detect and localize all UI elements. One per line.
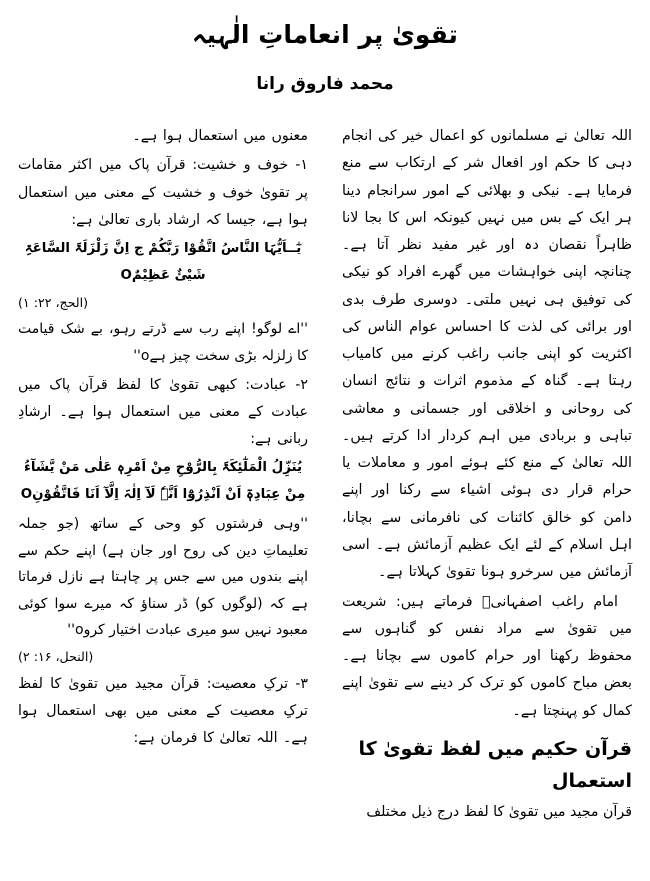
verse-reference: (النحل، ۱۶: ۲) — [18, 648, 94, 664]
paragraph: امام راغب اصفہانیؒ فرماتے ہیں: شریعت میں تقویٰ سے مراد نفس کو گناہوں سے محفوظ رکھنا اور حرام کاموں سے بچانا ہے۔ بعض مباح کاموں کو ترک کر دینے سے تقویٰ اپنے کمال کو پہنچتا ہے۔ — [342, 593, 632, 719]
page-title: تقویٰ پر انعاماتِ الٰہیہ — [192, 20, 458, 49]
verse-translation: ''وہی فرشتوں کو وحی کے ساتھ (جو جملہ تعلیماتِ دین کی روح اور جان ہے) اپنے حکم سے اپنے بندوں میں سے جس پر چاہتا ہے نازل فرماتا ہے کہ (لوگوں کو) ڈر سناؤ کہ میرے سوا کوئی معبود نہیں سو میری عبادت اختیار کروo'' — [18, 515, 308, 639]
paragraph: قرآن مجید میں تقویٰ کا لفظ درج ذیل مختلف — [366, 804, 632, 821]
column-right — [342, 123, 632, 827]
paragraph: ۳- ترکِ معصیت: قرآن مجید میں تقویٰ کا لفظ ترکِ معصیت کے معنی میں بھی استعمال ہوا ہے۔ اللہ تعالیٰ کا فرمان ہے: — [18, 675, 308, 747]
two-column-body — [18, 123, 632, 827]
paragraph: اللہ تعالیٰ نے مسلمانوں کو اعمال خیر کی انجام دہی کا حکم اور افعال شر کے ارتکاب سے منع فرمایا ہے۔ نیکی و بھلائی کے امور سرانجام دینا ہر ایک کے بس میں نہیں کیونکہ اس کا بجا لانا ظاہراً نقصان دہ اور غیر مفید نظر آتا ہے۔ چنانچہ اپنی خواہشات میں گھرے افراد کو نیکی کی توفیق ہی نہیں ملتی۔ دوسری طرف بدی اور برائی کی لذت کا احساس عوام الناس کی اکثریت کو اپنی جانب راغب کرنے میں کامیاب رہتا ہے۔ گناہ کے مذموم اثرات و نتائج انسان کی روحانی و اخلاقی اور جسمانی و معاشی تباہی و بربادی میں اہم کردار ادا کرتے ہیں۔ اللہ تعالیٰ کے منع کئے ہوئے امور و معاملات یا حرام قرار دی ہوئی اشیاء سے رکنا اور اپنے دامن کو خالق کائنات کی نافرمانی سے بچانا، اہل اسلام کے لئے ایک عظیم آزمائش ہے۔ اسی آزمائش میں سرخرو ہونا تقویٰ کہلاتا ہے۔ — [342, 128, 632, 581]
verse-translation: ''اے لوگو! اپنے رب سے ڈرتے رہو، بے شک قیامت کا زلزلہ بڑی سخت چیز ہےo'' — [18, 321, 308, 364]
paragraph: ۲- عبادت: کبھی تقویٰ کا لفظ قرآن پاک میں عبادت کے معنی میں استعمال ہوا ہے۔ ارشادِ ربانی ہے: — [18, 376, 308, 448]
quran-verse: یُنَزِّلُ الْمَلٰٓئِکَۃَ بِالرُّوْحِ مِنْ اَمْرِہٖ عَلٰی مَنْ یَّشَآءُ مِنْ عِبَادِہٖٓ اَنْ اَنْذِرُوْٓا اَنَّہٗ لَآ اِلٰہَ اِلَّآ اَنَا فَاتَّقُوْنِO — [20, 460, 306, 503]
paragraph: معنوں میں استعمال ہوا ہے۔ — [132, 128, 308, 144]
column-left — [18, 123, 308, 827]
paragraph: ۱- خوف و خشیت: قرآن پاک میں اکثر مقامات پر تقویٰ خوف و خشیت کے معنی میں استعمال ہوا ہے، جیسا کہ ارشاد باری تعالیٰ ہے: — [18, 157, 308, 228]
author-name: محمد فاروق رانا — [256, 73, 394, 94]
section-heading: قرآن حکیم میں لفظ تقویٰ کا استعمال — [358, 737, 632, 793]
quran-verse: یٰٓــاَیُّہَا النَّاسُ اتَّقُوْا رَبَّکُمْ ج اِنَّ زَلْزَلَۃَ السَّاعَۃِ شَیْئٌ عَظِیْمٌO — [24, 241, 302, 283]
verse-reference: (الحج، ۲۲: ۱) — [18, 294, 89, 310]
